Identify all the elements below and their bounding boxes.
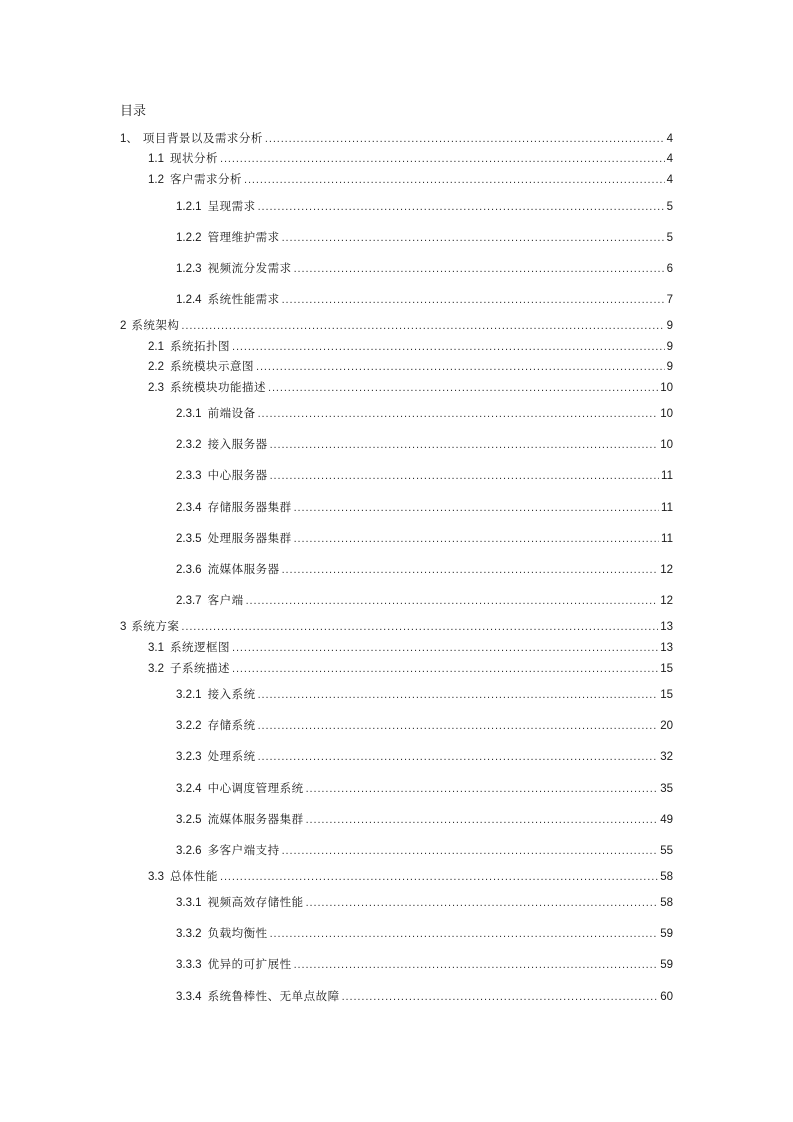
dot-leader	[232, 339, 665, 355]
toc-entry-number: 3.2.6	[176, 845, 202, 857]
toc-entry-number: 3.2	[148, 663, 164, 675]
toc-entry-page: 58	[660, 871, 673, 883]
toc-entry-page: 60	[660, 991, 673, 1003]
toc-entry-page: 5	[666, 232, 673, 244]
toc-entry-2[interactable]	[120, 317, 673, 333]
toc-entry-number: 2.1	[148, 341, 164, 353]
dot-leader	[294, 957, 659, 973]
dot-leader	[306, 895, 659, 911]
toc-entry-label: 处理系统	[207, 749, 256, 763]
toc-entry-label: 系统鲁棒性、无单点故障	[207, 989, 340, 1003]
toc-entry-3-3-3[interactable]	[176, 956, 673, 972]
toc-entry-page: 4	[666, 133, 673, 145]
toc-entry-label: 现状分析	[170, 151, 218, 165]
dot-leader	[220, 151, 665, 167]
toc-entry-number: 3.2.4	[176, 783, 202, 795]
toc-entry-label: 呈现需求	[207, 199, 256, 213]
toc-entry-3-2-6[interactable]	[176, 842, 673, 858]
toc-entry-number: 2.3	[148, 382, 164, 394]
toc-entry-label: 存储服务器集群	[207, 500, 292, 514]
toc-entry-label: 项目背景以及需求分析	[142, 131, 263, 145]
dot-leader	[256, 359, 665, 375]
toc-entry-page: 49	[660, 814, 673, 826]
toc-entry-1-2-2[interactable]	[176, 229, 673, 245]
toc-entry-1-2-4[interactable]	[176, 291, 673, 307]
dot-leader	[306, 812, 659, 828]
toc-entry-label: 系统模块示意图	[170, 359, 254, 373]
toc-entry-number: 3.3.2	[176, 928, 202, 940]
dot-leader	[265, 131, 665, 147]
toc-entry-2-3-4[interactable]	[176, 499, 673, 515]
toc-entry-3-3[interactable]	[148, 868, 673, 884]
toc-entry-page: 11	[661, 470, 673, 482]
toc-entry-number: 1.2.1	[176, 201, 202, 213]
toc-entry-2-3-6[interactable]	[176, 561, 673, 577]
dot-leader	[268, 380, 658, 396]
toc-entry-label: 子系统描述	[170, 661, 230, 675]
dot-leader	[270, 926, 659, 942]
toc-entry-number: 3.3	[148, 871, 164, 883]
dot-leader	[220, 869, 658, 885]
toc-entry-number: 2.2	[148, 361, 164, 373]
dot-leader	[282, 292, 665, 308]
dot-leader	[282, 562, 659, 578]
toc-entry-2-3-2[interactable]	[176, 436, 673, 452]
toc-entry-2-3-3[interactable]	[176, 467, 673, 483]
toc-entry-label: 存储系统	[207, 718, 256, 732]
toc-entry-label: 管理维护需求	[207, 230, 280, 244]
toc-entry-number: 2.3.3	[176, 470, 202, 482]
dot-leader	[270, 437, 659, 453]
toc-entry-label: 视频流分发需求	[207, 261, 292, 275]
toc-entry-page: 12	[660, 595, 673, 607]
toc-entry-label: 多客户端支持	[207, 843, 280, 857]
toc-entry-number: 1.2.4	[176, 294, 202, 306]
toc-entry-number: 3.3.4	[176, 991, 202, 1003]
toc-entry-page: 13	[660, 621, 673, 633]
dot-leader	[244, 172, 665, 188]
dot-leader	[258, 718, 659, 734]
toc-entry-label: 系统拓扑图	[170, 339, 230, 353]
toc-entry-number: 3.2.5	[176, 814, 202, 826]
toc-entry-2-3-7[interactable]	[176, 592, 673, 608]
toc-entry-number: 2.3.1	[176, 408, 202, 420]
toc-entry-3-2-1[interactable]	[176, 686, 673, 702]
toc-entry-page: 58	[660, 897, 673, 909]
toc-entry-number: 3.2.1	[176, 689, 202, 701]
toc-entry-number: 3.2.2	[176, 720, 202, 732]
toc-entry-page: 13	[660, 642, 673, 654]
toc-entry-label: 中心调度管理系统	[207, 781, 304, 795]
toc-entry-number: 3.1	[148, 642, 164, 654]
toc-entry-page: 10	[660, 382, 673, 394]
toc-entry-label: 中心服务器	[207, 468, 268, 482]
toc-entry-number: 3.3.3	[176, 959, 202, 971]
toc-entry-label: 视频高效存储性能	[207, 895, 304, 909]
toc-entry-label: 客户端	[207, 593, 244, 607]
toc-entry-page: 15	[660, 689, 673, 701]
toc-entry-2-3[interactable]	[148, 379, 673, 395]
toc-entry-page: 32	[660, 751, 673, 763]
toc-entry-page: 11	[661, 533, 673, 545]
toc-entry-page: 11	[661, 502, 673, 514]
dot-leader	[282, 843, 659, 859]
toc-entry-number: 1.2	[148, 174, 164, 186]
toc-entry-1[interactable]	[120, 130, 673, 146]
toc-entry-2-3-1[interactable]	[176, 405, 673, 421]
dot-leader	[232, 661, 658, 677]
toc-entry-number: 1、	[120, 133, 138, 145]
toc-entry-2-3-5[interactable]	[176, 530, 673, 546]
toc-entry-3-2-2[interactable]	[176, 717, 673, 733]
dot-leader	[181, 619, 658, 635]
dot-leader	[232, 640, 658, 656]
toc-entry-page: 59	[660, 959, 673, 971]
toc-entry-3-3-4[interactable]	[176, 988, 673, 1004]
toc-entry-3-3-2[interactable]	[176, 925, 673, 941]
toc-entry-number: 1.2.2	[176, 232, 202, 244]
toc-entry-label: 流媒体服务器集群	[207, 812, 304, 826]
toc-entry-page: 9	[666, 361, 673, 373]
toc-entry-number: 1.1	[148, 153, 164, 165]
toc-entry-page: 10	[660, 439, 673, 451]
toc-entry-3-2-3[interactable]	[176, 748, 673, 764]
toc-entry-label: 总体性能	[170, 869, 218, 883]
toc-entry-1-1[interactable]	[148, 150, 673, 166]
toc-entry-3[interactable]	[120, 618, 673, 634]
toc-entry-page: 4	[666, 153, 673, 165]
toc-entry-number: 2.3.4	[176, 502, 202, 514]
toc-entry-2-2[interactable]	[148, 358, 673, 374]
toc-entry-number: 1.2.3	[176, 263, 202, 275]
dot-leader	[181, 318, 664, 334]
toc-entry-label: 系统性能需求	[207, 292, 280, 306]
toc-entry-1-2-1[interactable]	[176, 198, 673, 214]
toc-entry-page: 15	[660, 663, 673, 675]
dot-leader	[258, 687, 659, 703]
toc-entry-label: 系统方案	[131, 619, 180, 633]
toc-entry-page: 12	[660, 564, 673, 576]
toc-entry-page: 5	[666, 201, 673, 213]
toc-entry-number: 2.3.2	[176, 439, 202, 451]
dot-leader	[270, 468, 659, 484]
toc-entry-3-2-4[interactable]	[176, 780, 673, 796]
toc-entry-label: 流媒体服务器	[207, 562, 280, 576]
toc-entry-page: 7	[666, 294, 673, 306]
toc-entry-page: 35	[660, 783, 673, 795]
dot-leader	[306, 781, 659, 797]
toc-entry-label: 系统架构	[131, 318, 180, 332]
toc-entry-3-2[interactable]	[148, 660, 673, 676]
dot-leader	[294, 261, 665, 277]
toc-entry-label: 负载均衡性	[207, 926, 268, 940]
toc-entry-number: 2	[120, 320, 127, 332]
toc-entry-2-1[interactable]	[148, 338, 673, 354]
toc-entry-page: 10	[660, 408, 673, 420]
toc-entry-3-3-1[interactable]	[176, 894, 673, 910]
toc-entry-3-2-5[interactable]	[176, 811, 673, 827]
toc-entry-label: 接入服务器	[207, 437, 268, 451]
dot-leader	[258, 406, 659, 422]
toc-entry-page: 59	[660, 928, 673, 940]
toc-entry-number: 3.3.1	[176, 897, 202, 909]
dot-leader	[342, 989, 659, 1005]
toc-entry-label: 优异的可扩展性	[207, 957, 292, 971]
toc-entry-label: 系统模块功能描述	[170, 380, 266, 394]
dot-leader	[246, 593, 659, 609]
toc-entry-page: 9	[666, 341, 673, 353]
toc-entry-page: 9	[666, 320, 673, 332]
toc-entry-page: 4	[666, 174, 673, 186]
dot-leader	[294, 500, 659, 516]
toc-entry-page: 6	[666, 263, 673, 275]
dot-leader	[282, 230, 665, 246]
toc-entry-label: 客户需求分析	[170, 172, 242, 186]
toc-entry-label: 前端设备	[207, 406, 256, 420]
toc-entry-1-2-3[interactable]	[176, 260, 673, 276]
dot-leader	[294, 531, 659, 547]
toc-entry-label: 接入系统	[207, 687, 256, 701]
toc-entry-page: 55	[660, 845, 673, 857]
toc-title: 目录	[120, 104, 147, 119]
toc-entry-number: 2.3.7	[176, 595, 202, 607]
dot-leader	[258, 749, 659, 765]
dot-leader	[258, 199, 665, 215]
toc-entry-label: 系统逻框图	[170, 640, 230, 654]
toc-entry-page: 20	[660, 720, 673, 732]
toc-entry-number: 3.2.3	[176, 751, 202, 763]
toc-entry-label: 处理服务器集群	[207, 531, 292, 545]
toc-entry-3-1[interactable]	[148, 639, 673, 655]
toc-entry-1-2[interactable]	[148, 171, 673, 187]
toc-entry-number: 2.3.5	[176, 533, 202, 545]
toc-entry-number: 3	[120, 621, 127, 633]
toc-entry-number: 2.3.6	[176, 564, 202, 576]
